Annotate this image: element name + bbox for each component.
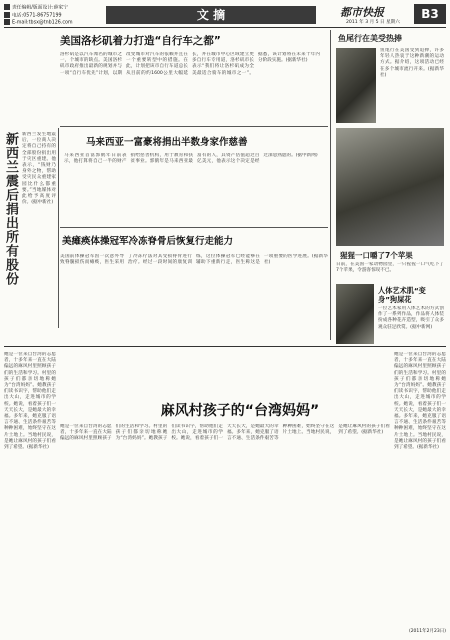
header-divider <box>4 27 446 28</box>
article-6-body: 一位艺术家用人体艺术的方式创作了一系列作品，作品将人体装扮成各种花卉造型，吸引了众多观众驻足欣赏。(据中新网) <box>378 306 444 330</box>
email-line: E-mail:tbsx@tnb126.com <box>4 19 84 27</box>
masthead: 都市快报 <box>340 6 384 19</box>
square-bullet-icon <box>4 12 10 18</box>
left-column-divider <box>58 128 59 328</box>
square-bullet-icon <box>4 4 10 10</box>
article-2-body: 马来西亚首富郭鹤年日前表示，他打算将自己一半的财产捐给慈善机构，用于教育和扶贫事业。郭鹤年是马来西亚最富有的人，其资产估值超过百亿美元，他表示这个决定是经过深思熟虑的。(据中新网) <box>64 153 318 165</box>
article-6-title: 人体艺术肌“变身”狗屎花 <box>378 286 426 304</box>
photo-3 <box>336 284 374 344</box>
article-3-body: 美国前体操冠军因一次意外导致脊髓损伤而瘫痪，医生采用了冷冻疗法对其受损脊骨进行治疗。经过一段时间的康复训练，这位体操冠军已经能够在辅助下重新行走，医生称这是一项重要的医学进展。(据新华社) <box>60 254 328 266</box>
article-4-vertical-title <box>4 132 20 322</box>
divider-a2-a3 <box>60 227 328 228</box>
date-line: 2011 年 3 月 5 日 星期六 <box>346 20 400 25</box>
editor-line: 责任编辑/版面设计:薛家宁 <box>4 4 84 12</box>
photo-2-caption: 猩猩一口嚼了7个苹果 <box>340 251 413 260</box>
article-2-title: 马来西亚一富豪将捐出半数身家作慈善 <box>86 137 248 148</box>
article-4-title: 新西兰震后捐出所有股份 <box>3 132 18 286</box>
divider-a1-a2 <box>60 126 328 127</box>
article-7-intro: 她是一位来自台湾的志愿者，十多年来一直在大陆偏远的麻风村里照顾孩子们的生活和学习。村里的孩子们都亲切地称她为“台湾妈妈”。她教孩子们读书识字，帮助他们走出大山，走进城市的学校。她说，看着孩子们一天天长大，是她最大的幸福。多年来，她克服了语言不通、生活条件艰苦等种种困难，始终坚守在这片土地上。当地村民说，是她让麻风村的孩子们看到了希望。(据新华社) <box>4 352 56 451</box>
right-column-divider <box>330 30 331 340</box>
article-7-body-right: 她是一位来自台湾的志愿者，十多年来一直在大陆偏远的麻风村里照顾孩子们的生活和学习。村里的孩子们都亲切地称她为“台湾妈妈”。她教孩子们读书识字，帮助他们走出大山，走进城市的学校。她说，看着孩子们一天天长大，是她最大的幸福。多年来，她克服了语言不通、生活条件艰苦等种种困难，始终坚守在这片土地上。当地村民说，是她让麻风村的孩子们看到了希望。(据新华社) <box>394 352 446 451</box>
article-7-source: (2011年2月23日) <box>408 629 446 634</box>
article-7-title: 麻风村孩子的“台湾妈妈” <box>160 403 320 419</box>
header-contacts <box>4 4 84 27</box>
article-7-body-col-a: 她是一位来自台湾的志愿者，十多年来一直在大陆偏远的麻风村里照顾孩子们的生活和学习。村里的孩子们都亲切地称她为“台湾妈妈”。她教孩子们读书识字，帮助他们走出大山，走进城市的学校。她说，看着孩子们一天天长大，是她最大的幸福。多年来，她克服了语言不通、生活条件艰苦等种种困难，始终坚守在这片土地上。当地村民说，是她让麻风村的孩子们看到了希望。(据新华社) <box>60 424 390 442</box>
photo-2-text: 日前，在美国一家动物园里，一只猩猩一口气吃下了7个苹果，令游客惊叹不已。 <box>336 262 444 274</box>
photo-1 <box>336 48 376 123</box>
article-1-body: 洛杉矶是以汽车闻名的城市之一，个城市的缺点。美国洛杉矶市政府推出最新的规划并与一项“自行车优先”计划，以期改变城市对汽车的依赖并且在一个重要转型中的措施。在此，计划把该市自行车道总长从目前的约1600公里大幅延长，并在城市中心区域建立更多自行车专用道，洛杉矶市长表示“我们将让洛杉矶成为全美最适合骑车的城市之一”。据悉，该计划将在未来十年内分阶段实施。(据新华社) <box>60 52 320 76</box>
square-bullet-icon <box>4 19 10 25</box>
photo-2 <box>336 128 444 246</box>
article-1-title: 美国洛杉矶着力打造“自行车之都” <box>60 35 221 47</box>
phone-line: 电话:0571-86757199 <box>4 12 84 20</box>
article-4-body: 新西兰发生地震后，一位商人决定将自己持有的全部股份捐出用于灾区重建。他表示，“钱财乃身外之物，帮助受灾民众重建家园比什么都重要。”当地媒体对此给予高度评价。(据中新社) <box>22 132 56 206</box>
article-5-body: 鱼尾行在美国受到追捧，许多年轻人热衷于这种新潮的运动方式。据介绍，这项活动已经在多个城市流行开来。(据新华社) <box>380 48 444 78</box>
page-number: B3 <box>414 4 446 24</box>
photo-1-caption: 鱼尾行在美受热捧 <box>338 34 402 43</box>
section-banner <box>106 6 316 24</box>
article-3-title: 美瘫痪体操冠军冷冻脊骨后恢复行走能力 <box>62 236 234 247</box>
divider-bottom <box>4 346 446 347</box>
section-title: 文 摘 <box>196 8 226 22</box>
